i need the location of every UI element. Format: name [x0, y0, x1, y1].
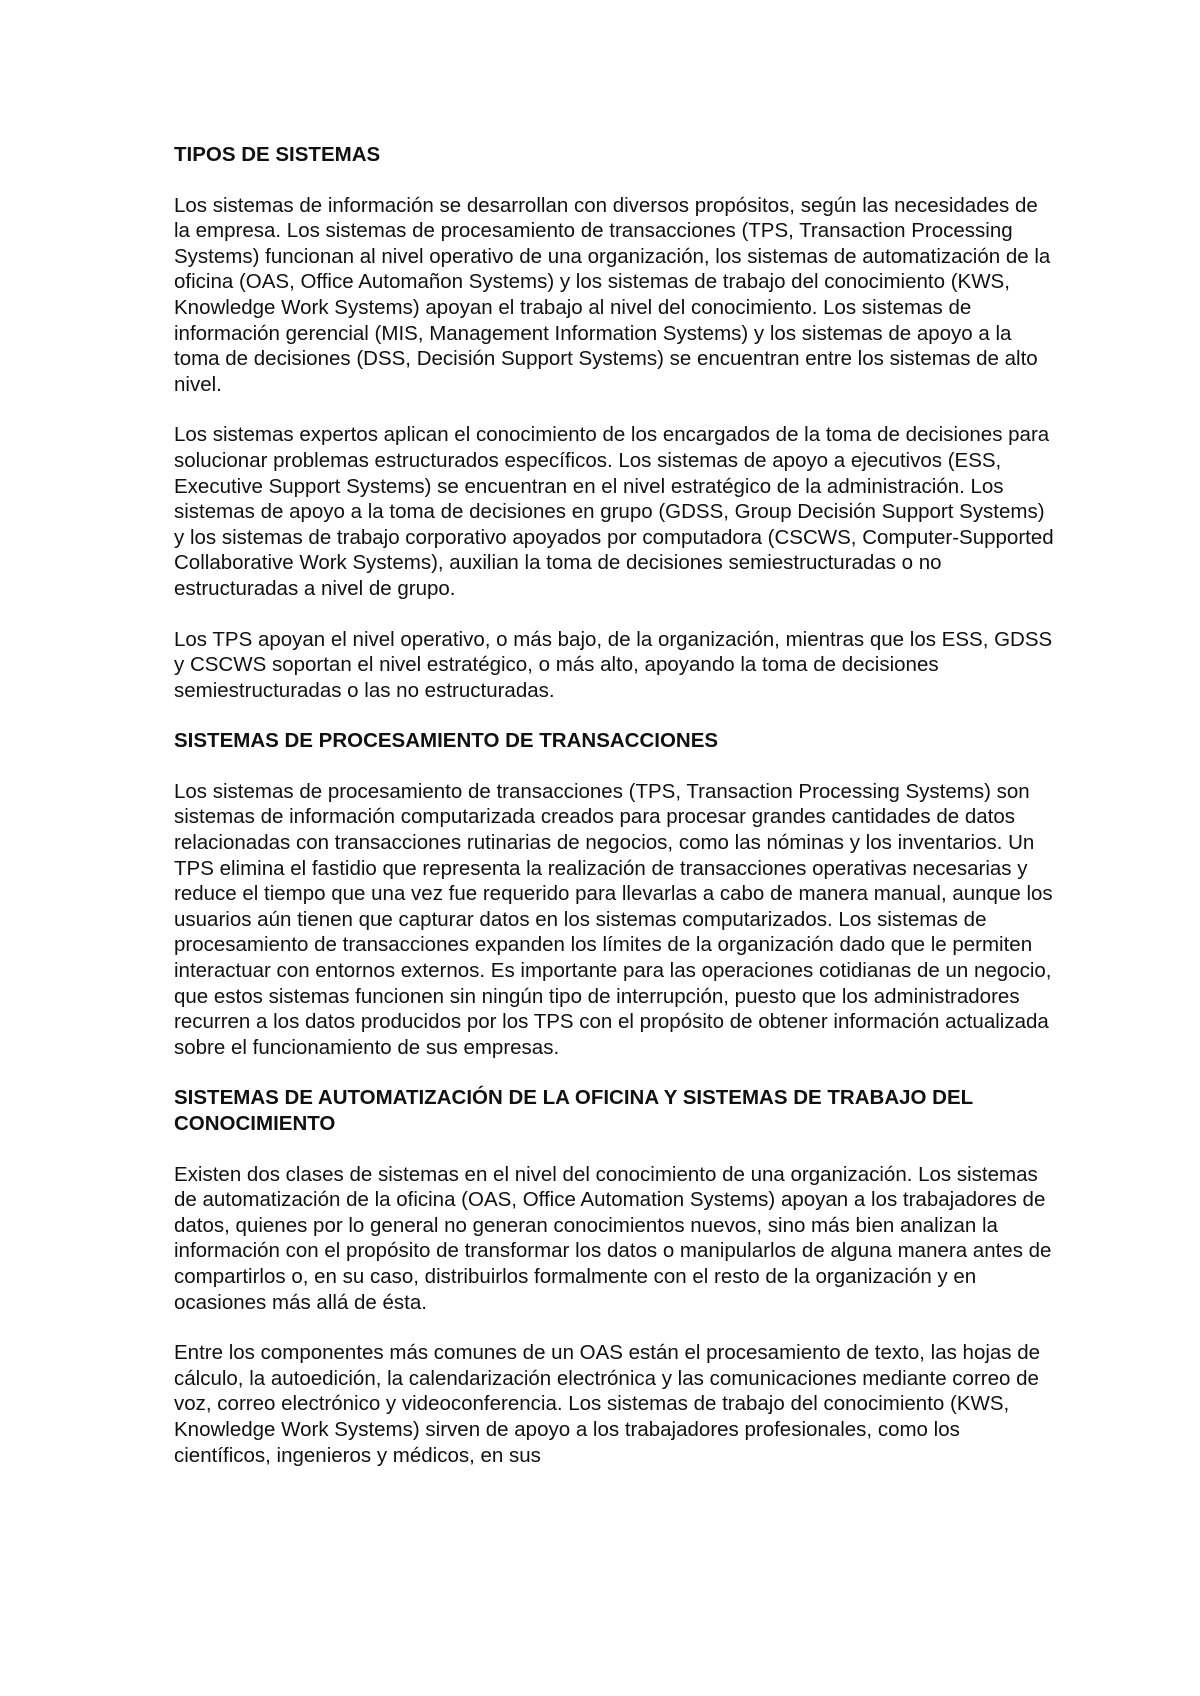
section-tipos-de-sistemas: [174, 142, 1054, 703]
section-procesamiento-transacciones: [174, 728, 1054, 1060]
paragraph: Los sistemas de procesamiento de transacciones (TPS, Transaction Processing Systems) son sistemas de información computarizada creados para procesar grandes cantidades de datos relacionadas con transacciones rutinarias de negocios, como las nóminas y los inventarios. Un TPS elimina el fastidio que representa la realización de transacciones operativas necesarias y reduce el tiempo que una vez fue requerido para llevarlas a cabo de manera manual, aunque los usuarios aún tienen que capturar datos en los sistemas computarizados. Los sistemas de procesamiento de transacciones expanden los límites de la organización dado que le permiten interactuar con entornos externos. Es importante para las operaciones cotidianas de un negocio, que estos sistemas funcionen sin ningún tipo de interrupción, puesto que los administradores recurren a los datos producidos por los TPS con el propósito de obtener información actualizada sobre el funcionamiento de sus empresas.: [174, 779, 1053, 1059]
document-page: [174, 142, 1054, 1493]
paragraph: Los sistemas expertos aplican el conocimiento de los encargados de la toma de decisiones para solucionar problemas estructurados específicos. Los sistemas de apoyo a ejecutivos (ESS, Executive Support Systems) se encuentran en el nivel estratégico de la administración. Los sistemas de apoyo a la toma de decisiones en grupo (GDSS, Group Decisión Support Systems) y los sistemas de trabajo corporativo apoyados por computadora (CSCWS, Computer-Supported Collaborative Work Systems), auxilian la toma de decisiones semiestructuradas o no estructuradas a nivel de grupo.: [174, 423, 1054, 600]
section-heading: SISTEMAS DE AUTOMATIZACIÓN DE LA OFICINA Y SISTEMAS DE TRABAJO DEL CONOCIMIENTO: [174, 1086, 973, 1135]
section-heading: SISTEMAS DE PROCESAMIENTO DE TRANSACCIONES: [174, 729, 719, 753]
paragraph: Entre los componentes más comunes de un OAS están el procesamiento de texto, las hojas de cálculo, la autoedición, la calendarización electrónica y las comunicaciones mediante correo de voz, correo electrónico y videoconferencia. Los sistemas de trabajo del conocimiento (KWS, Knowledge Work Systems) sirven de apoyo a los trabajadores profesionales, como los científicos, ingenieros y médicos, en sus: [174, 1341, 1041, 1467]
section-automatizacion-oficina: [174, 1085, 1054, 1468]
section-heading: TIPOS DE SISTEMAS: [174, 143, 381, 166]
paragraph: Los sistemas de información se desarrollan con diversos propósitos, según las necesidades de la empresa. Los sistemas de procesamiento de transacciones (TPS, Transaction Processing Systems) funcionan al nivel operativo de una organización, los sistemas de automatización de la oficina (OAS, Office Automañon Systems) y los sistemas de trabajo del conocimiento (KWS, Knowledge Work Systems) apoyan el trabajo al nivel del conocimiento. Los sistemas de información gerencial (MIS, Management Information Systems) y los sistemas de apoyo a la toma de decisiones (DSS, Decisión Support Systems) se encuentran entre los sistemas de alto nivel.: [174, 193, 1051, 396]
paragraph: Los TPS apoyan el nivel operativo, o más bajo, de la organización, mientras que los ESS, GDSS y CSCWS soportan el nivel estratégico, o más alto, apoyando la toma de decisiones semiestructuradas o las no estructuradas.: [174, 627, 1053, 702]
paragraph: Existen dos clases de sistemas en el nivel del conocimiento de una organización. Los sistemas de automatización de la oficina (OAS, Office Automation Systems) apoyan a los trabajadores de datos, quienes por lo general no generan conocimientos nuevos, sino más bien analizan la información con el propósito de transformar los datos o manipularlos de alguna manera antes de compartirlos o, en su caso, distribuirlos formalmente con el resto de la organización y en ocasiones más allá de ésta.: [174, 1162, 1052, 1314]
